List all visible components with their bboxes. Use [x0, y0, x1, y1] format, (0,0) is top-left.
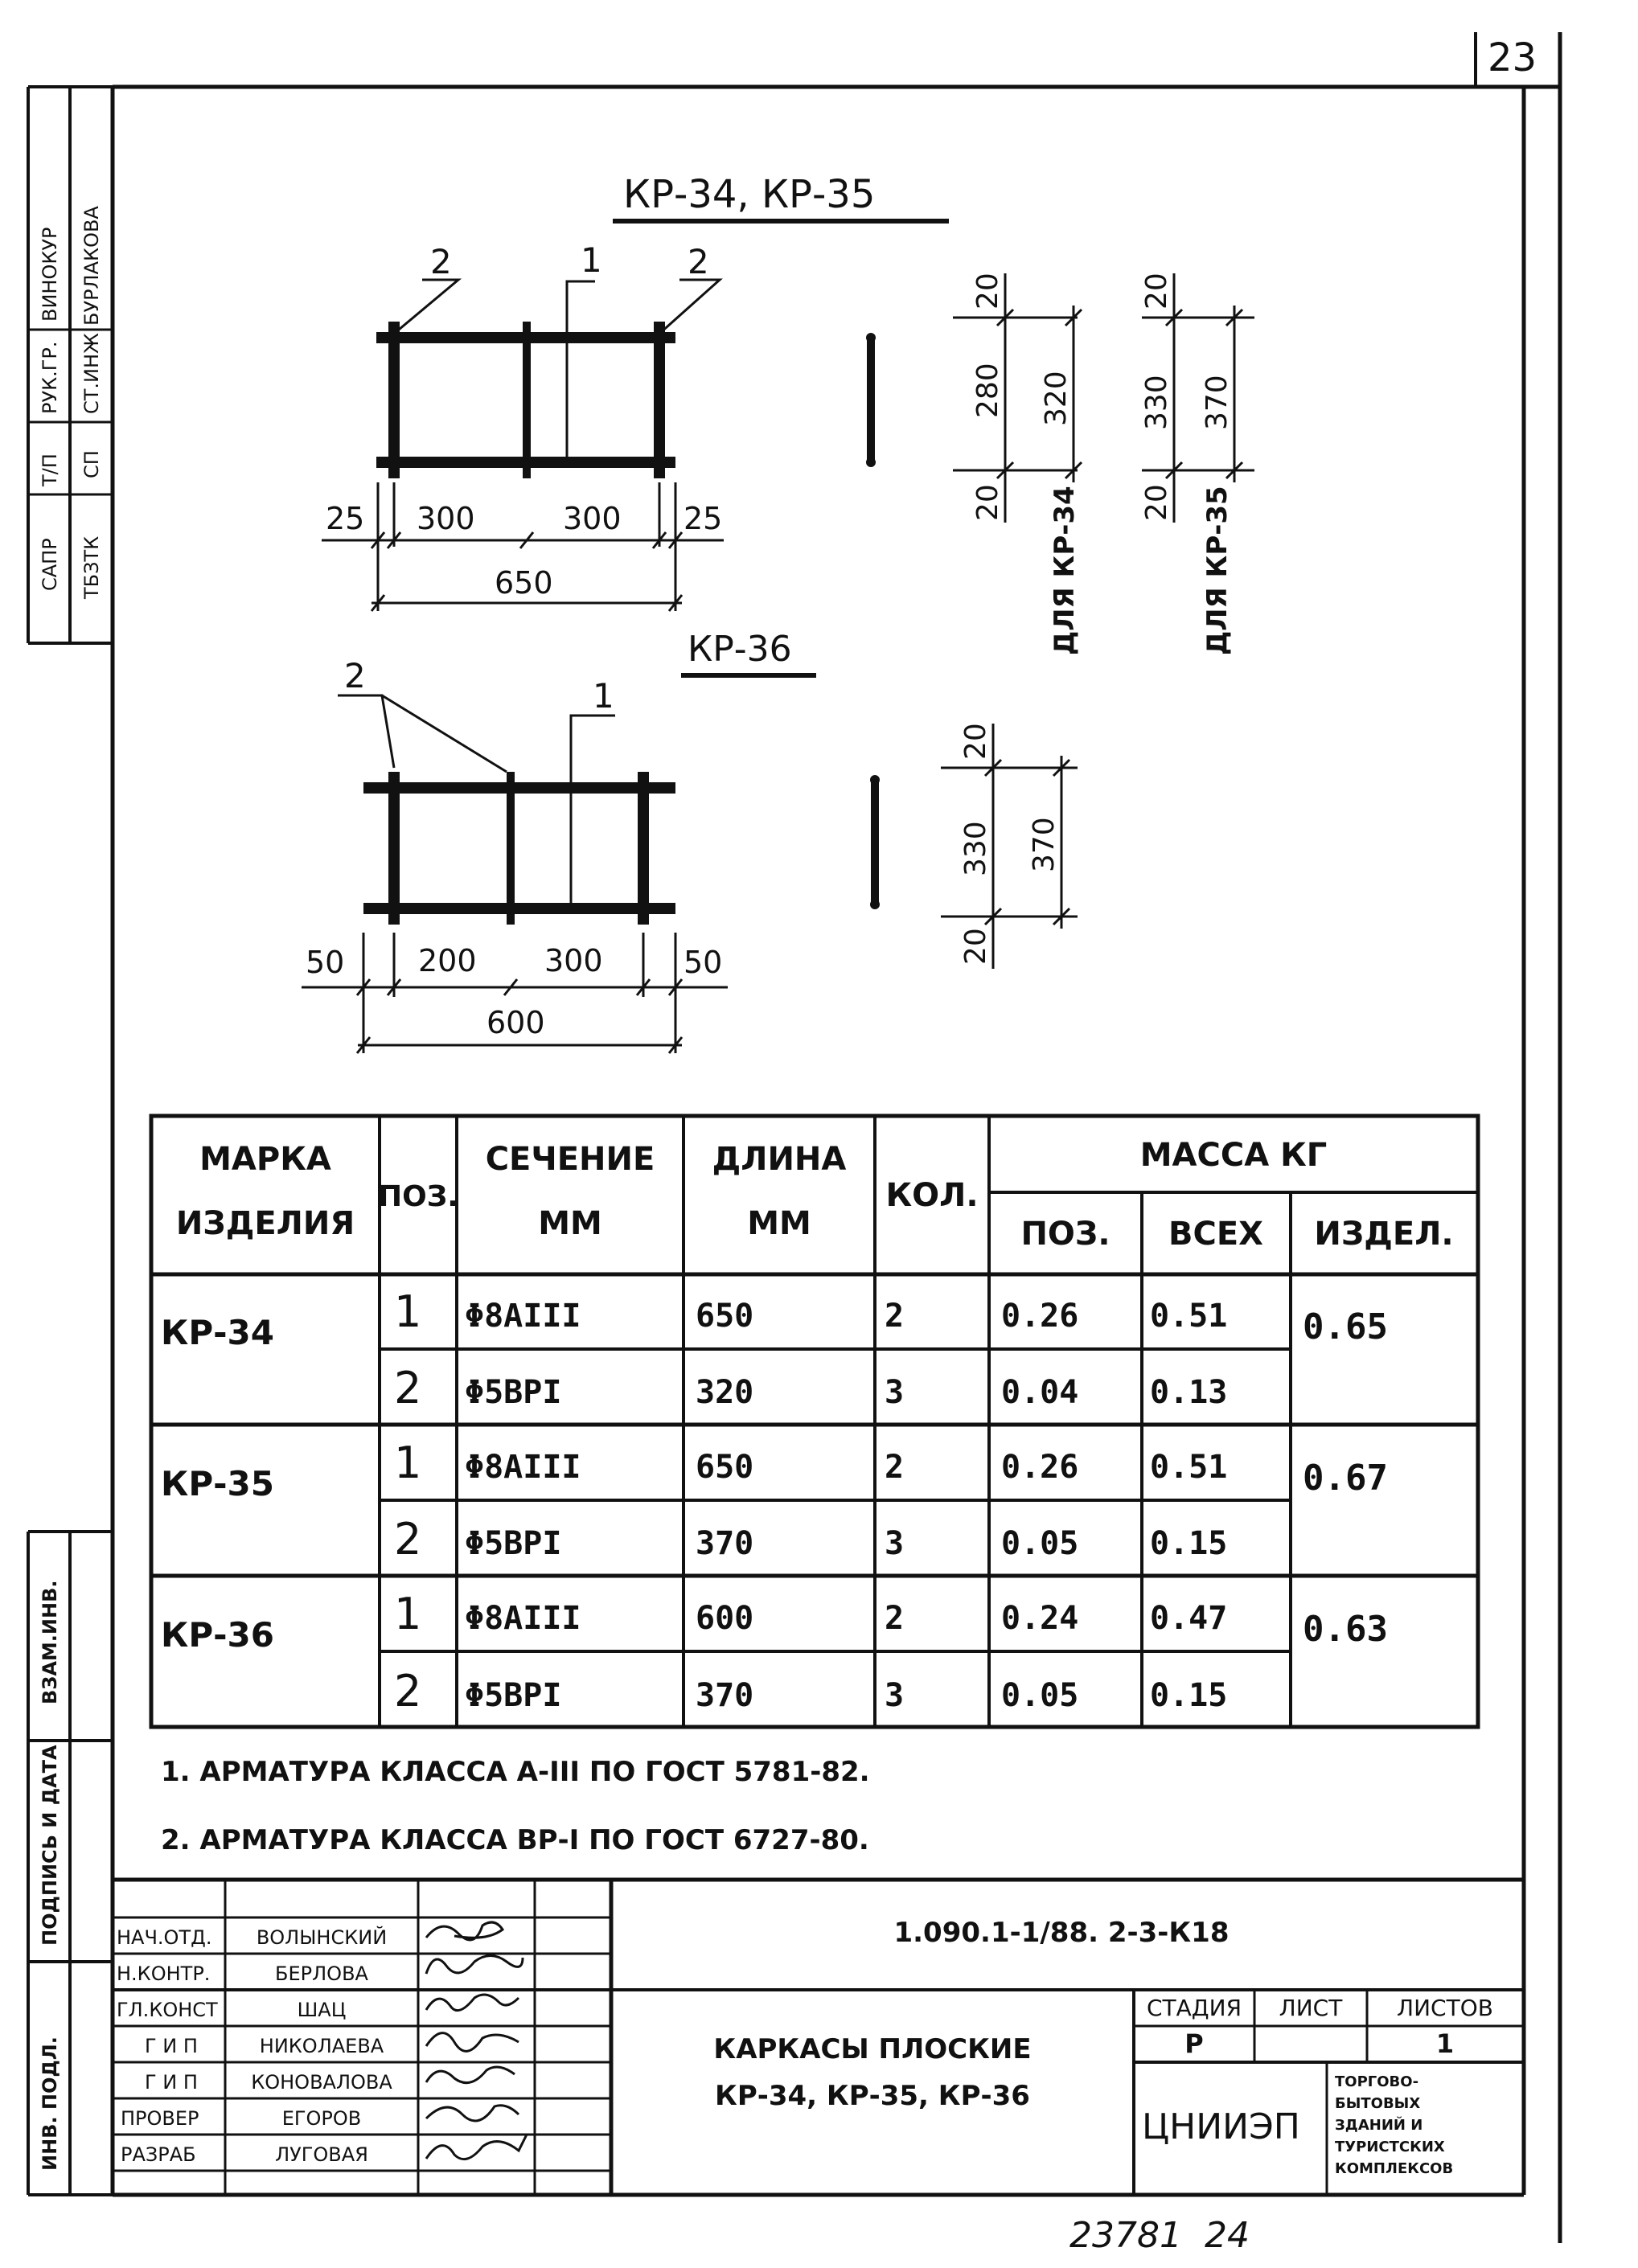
th-mass-pos: ПОЗ.: [1020, 1216, 1110, 1253]
stamp-text: СП: [80, 450, 103, 478]
drawing-kr34-kr35: [322, 172, 1254, 655]
role-label: НАЧ.ОТД.: [117, 1926, 212, 1949]
role-label: Г И П: [145, 2035, 198, 2057]
cell-qty: 3: [885, 1374, 905, 1411]
th-pos: ПОЗ.: [378, 1180, 458, 1213]
cell-mark: КР-34: [161, 1313, 274, 1352]
dim-label: 20: [971, 273, 1004, 310]
person-name: НИКОЛАЕВА: [259, 2035, 384, 2057]
cell-qty: 3: [885, 1677, 905, 1714]
pos-label: 2: [430, 242, 452, 281]
stamp-inv: ИНВ. ПОДЛ.: [39, 2036, 61, 2171]
drawing-title: КР-36: [688, 629, 792, 670]
stamp-text: СТ.ИНЖ: [80, 333, 103, 414]
cell-qty: 2: [885, 1298, 905, 1335]
cell-len: 650: [696, 1449, 754, 1486]
th-mass-all: ВСЕХ: [1168, 1216, 1264, 1253]
pos-label: 1: [581, 240, 602, 280]
role-label: Г И П: [145, 2071, 198, 2094]
cell-mass-all: 0.51: [1150, 1449, 1228, 1486]
dim-total: 600: [486, 1005, 545, 1040]
cell-sec: Φ8AIII: [465, 1298, 581, 1335]
dim-label: 20: [1140, 273, 1173, 310]
person-name: ЛУГОВАЯ: [275, 2143, 368, 2166]
cell-mass-pos: 0.24: [1001, 1600, 1079, 1637]
cell-pos: 1: [394, 1286, 422, 1337]
person-name: КОНОВАЛОВА: [251, 2071, 392, 2094]
doc-title-2: КР-34, КР-35, КР-36: [715, 2080, 1030, 2112]
dim-label: 300: [544, 943, 603, 978]
role-label: ГЛ.КОНСТ: [117, 1999, 218, 2021]
cell-mass-product: 0.67: [1303, 1458, 1388, 1499]
signature-7: [426, 2135, 527, 2159]
stamp-podpis: ПОДПИСЬ И ДАТА: [39, 1745, 61, 1946]
th-length: ДЛИНА: [712, 1141, 847, 1178]
stamp-text: САПР: [39, 538, 61, 591]
th-mass-product: ИЗДЕЛ.: [1314, 1216, 1454, 1253]
role-label: ПРОВЕР: [121, 2107, 199, 2130]
dim-label: 20: [1140, 484, 1173, 521]
dim-label: 50: [306, 945, 345, 980]
cell-mass-all: 0.13: [1150, 1374, 1228, 1411]
cell-mass-all: 0.47: [1150, 1600, 1228, 1637]
dim-label: 25: [684, 501, 723, 536]
dim-label: 50: [684, 945, 723, 980]
cell-sec: Φ5BPI: [465, 1525, 562, 1562]
pos-label: 2: [344, 656, 366, 695]
cell-mass-pos: 0.05: [1001, 1525, 1079, 1562]
dim-label: 20: [959, 723, 992, 760]
drawing-title: КР-34, КР-35: [623, 172, 876, 217]
cell-len: 650: [696, 1298, 754, 1335]
th-section: ММ: [538, 1205, 602, 1242]
sheet-header: ЛИСТ: [1279, 1995, 1343, 2021]
dim-label: 300: [417, 501, 475, 536]
side-caption: ДЛЯ КР-34: [1049, 486, 1081, 655]
dim-label: 330: [1140, 375, 1173, 430]
th-mark: МАРКА: [199, 1141, 331, 1178]
cell-qty: 2: [885, 1600, 905, 1637]
stage-value: Р: [1184, 2028, 1204, 2059]
person-name: ШАЦ: [297, 1999, 347, 2021]
stamp-vzam: ВЗАМ.ИНВ.: [39, 1580, 61, 1704]
role-label: Н.КОНТР.: [117, 1962, 211, 1985]
cell-len: 370: [696, 1525, 754, 1562]
sheet-frame: [113, 32, 1560, 2243]
cell-pos: 1: [394, 1437, 422, 1488]
th-mass: МАССА КГ: [1139, 1137, 1328, 1174]
doc-code: 1.090.1-1/88. 2-3-К18: [893, 1917, 1230, 1949]
dim-label: 20: [959, 928, 992, 965]
drawing-kr36: [302, 629, 1078, 1053]
stamp-text: ВИНОКУР: [39, 227, 61, 322]
signature-3: [426, 1995, 519, 2011]
dim-label: 370: [1201, 375, 1234, 430]
note-2: 2. АРМАТУРА КЛАССА ВР-I ПО ГОСТ 6727-80.: [161, 1824, 869, 1856]
cell-mass-pos: 0.05: [1001, 1677, 1079, 1714]
signature-6: [426, 2106, 519, 2121]
cell-qty: 2: [885, 1449, 905, 1486]
sheets-value: 1: [1435, 2028, 1455, 2059]
dim-label: 330: [959, 821, 992, 876]
stamp-text: БУРЛАКОВА: [80, 206, 103, 326]
org-desc: БЫТОВЫХ: [1335, 2095, 1421, 2112]
cell-mass-pos: 0.26: [1001, 1449, 1079, 1486]
cell-mass-all: 0.15: [1150, 1525, 1228, 1562]
stamp-text: РУК.ГР.: [39, 341, 61, 414]
person-name: ЕГОРОВ: [281, 2107, 362, 2130]
person-name: ВОЛЫНСКИЙ: [256, 1926, 388, 1949]
signature-5: [426, 2067, 515, 2083]
org-name: ЦНИИЭП: [1142, 2106, 1300, 2147]
signature-1: [426, 1922, 503, 1940]
dim-label: 320: [1040, 371, 1073, 426]
sheets-header: ЛИСТОВ: [1397, 1995, 1493, 2021]
dim-total: 650: [495, 565, 553, 601]
cell-mass-product: 0.65: [1303, 1306, 1388, 1347]
dim-label: 370: [1028, 817, 1061, 872]
cell-mass-product: 0.63: [1303, 1609, 1388, 1650]
stage-header: СТАДИЯ: [1146, 1995, 1242, 2021]
signatures: [426, 1922, 527, 2159]
dim-label: 200: [418, 943, 477, 978]
cell-sec: Φ8AIII: [465, 1600, 581, 1637]
cell-mass-all: 0.51: [1150, 1298, 1228, 1335]
cell-mass-pos: 0.04: [1001, 1374, 1079, 1411]
cell-mass-all: 0.15: [1150, 1677, 1228, 1714]
dim-label: 300: [563, 501, 622, 536]
th-section: СЕЧЕНИЕ: [485, 1141, 655, 1178]
side-caption: ДЛЯ КР-35: [1201, 486, 1234, 655]
pos-label: 2: [688, 242, 709, 281]
signature-2: [426, 1956, 523, 1975]
th-length: ММ: [747, 1205, 811, 1242]
org-desc: КОМПЛЕКСОВ: [1335, 2160, 1454, 2177]
person-name: БЕРЛОВА: [275, 1962, 368, 1985]
dim-label: 20: [971, 484, 1004, 521]
dim-label: 25: [326, 501, 365, 536]
dim-label: 280: [971, 363, 1004, 418]
org-desc: ТОРГОВО-: [1335, 2073, 1419, 2090]
cell-mark: КР-36: [161, 1615, 274, 1655]
cell-sec: Φ5BPI: [465, 1374, 562, 1411]
cell-mass-pos: 0.26: [1001, 1298, 1079, 1335]
cell-len: 600: [696, 1600, 754, 1637]
doc-title-1: КАРКАСЫ ПЛОСКИЕ: [713, 2033, 1032, 2065]
sheet-number: 23: [1488, 35, 1537, 80]
cell-len: 370: [696, 1677, 754, 1714]
th-qty: КОЛ.: [885, 1177, 979, 1214]
signature-4: [426, 2033, 519, 2052]
bottom-number: 23781 24: [1069, 2215, 1250, 2256]
cell-len: 320: [696, 1374, 754, 1411]
cell-pos: 2: [394, 1514, 422, 1565]
stamp-text: Т/П: [39, 453, 61, 486]
pos-label: 1: [593, 676, 614, 716]
cell-qty: 3: [885, 1525, 905, 1562]
th-mark: ИЗДЕЛИЯ: [175, 1205, 355, 1242]
org-desc: ЗДАНИЙ И: [1335, 2117, 1423, 2134]
cell-sec: Φ5BPI: [465, 1677, 562, 1714]
cell-pos: 2: [394, 1666, 422, 1716]
note-1: 1. АРМАТУРА КЛАССА А-III ПО ГОСТ 5781-82.: [161, 1756, 870, 1788]
cell-sec: Φ8AIII: [465, 1449, 581, 1486]
role-label: РАЗРАБ: [121, 2143, 196, 2166]
cell-pos: 1: [394, 1589, 422, 1639]
org-desc: ТУРИСТСКИХ: [1335, 2139, 1445, 2155]
stamp-text: ТБЗТК: [80, 535, 103, 599]
cell-pos: 2: [394, 1363, 422, 1413]
cell-mark: КР-35: [161, 1464, 274, 1503]
